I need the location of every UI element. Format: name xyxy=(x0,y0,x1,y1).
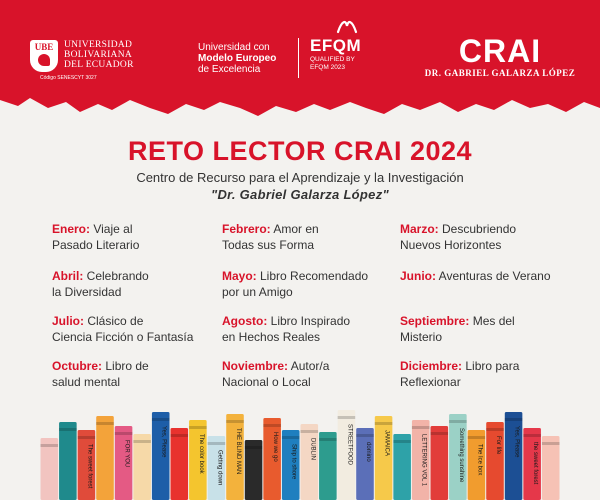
book-title: JAMAICA xyxy=(383,430,390,457)
month-name: Mayo: xyxy=(222,269,257,283)
page-subtitle-name: "Dr. Gabriel Galarza López" xyxy=(211,187,389,202)
month-name: Marzo: xyxy=(400,222,439,236)
month-name: Noviembre: xyxy=(222,359,289,373)
month-theme-2: por un Amigo xyxy=(222,285,293,299)
book-spine xyxy=(431,426,449,500)
book-title: STREETFOOD xyxy=(346,424,353,466)
book-title: The sweet forest xyxy=(86,444,93,489)
book-spine xyxy=(486,422,504,500)
month-theme-1: Libro de xyxy=(102,359,149,373)
book-spine xyxy=(133,434,151,500)
book-spine xyxy=(468,430,486,500)
month-name: Octubre: xyxy=(52,359,103,373)
month-theme-2: Todas sus Forma xyxy=(222,238,315,252)
book-title: the sweet forest xyxy=(532,442,539,485)
month-item-septiembre xyxy=(400,313,515,345)
month-theme-1: Descubriendo xyxy=(438,222,517,236)
page-subtitle: Centro de Recurso para el Aprendizaje y la Investigación xyxy=(136,170,464,185)
crai-logo xyxy=(420,34,580,78)
book-spine xyxy=(245,440,263,500)
month-name: Julio: xyxy=(52,314,84,328)
month-item-diciembre xyxy=(400,358,519,390)
bookshelf-illustration xyxy=(0,405,600,500)
book-spine xyxy=(356,428,374,500)
ube-name xyxy=(64,40,134,70)
book-title: How we go xyxy=(272,432,279,462)
book-spine xyxy=(226,414,244,500)
book-spine xyxy=(41,438,59,500)
book-title: THE BLIND MAN xyxy=(235,428,241,475)
book-title: The Ice box xyxy=(476,444,483,476)
model-line-3: de Excelencia xyxy=(198,64,261,75)
book-title: For life xyxy=(495,436,501,455)
month-name: Febrero: xyxy=(222,222,271,236)
crai-title: CRAI xyxy=(458,33,542,69)
book-spine xyxy=(523,428,541,500)
month-name: Diciembre: xyxy=(400,359,463,373)
crai-subtitle: DR. GABRIEL GALARZA LÓPEZ xyxy=(424,68,576,78)
book-title: Yes, Please xyxy=(513,426,520,458)
book-title: Something sunshine xyxy=(457,428,464,483)
book-spine xyxy=(282,430,300,500)
page-title: RETO LECTOR CRAI 2024 xyxy=(127,136,473,166)
torn-paper-edge xyxy=(0,86,600,126)
month-theme-2: Nuevos Horizontes xyxy=(400,238,502,252)
ube-abbr: UBE xyxy=(34,42,54,52)
month-theme-2: Misterio xyxy=(400,330,443,344)
book-spine xyxy=(505,412,523,500)
book-title: The color book xyxy=(197,434,204,474)
book-spine xyxy=(115,426,133,500)
ube-line-3: DEL ECUADOR xyxy=(64,60,134,70)
ube-code: Código SENESCYT 3027 xyxy=(40,75,97,81)
header-divider xyxy=(298,38,299,78)
month-theme-1: Amor en xyxy=(270,222,319,236)
month-name: Abril: xyxy=(52,269,84,283)
book-title: domino xyxy=(365,442,371,462)
month-theme-1: Libro para xyxy=(462,359,520,373)
month-theme-2: en Hechos Reales xyxy=(222,330,321,344)
book-spine xyxy=(542,436,560,500)
header-banner xyxy=(0,0,600,118)
ube-shield-icon xyxy=(30,40,58,72)
month-theme-1: Clásico de xyxy=(84,314,144,328)
book-spine xyxy=(189,420,207,500)
efqm-ribbon-icon xyxy=(336,18,358,34)
month-item-julio xyxy=(52,313,193,345)
month-item-marzo xyxy=(400,221,516,253)
book-spine xyxy=(338,410,356,500)
month-theme-1: Mes del xyxy=(469,314,515,328)
model-line-2: Modelo Europeo xyxy=(198,53,277,64)
book-spine xyxy=(393,434,411,500)
month-theme-2: salud mental xyxy=(52,375,121,389)
ube-line-2: BOLIVARIANA xyxy=(64,50,133,60)
book-title: Yes, Please xyxy=(160,426,167,458)
book-spine xyxy=(375,416,393,500)
model-line-1: Universidad con xyxy=(198,42,270,53)
month-theme-1: Libro Inspirado xyxy=(267,314,351,328)
month-name: Junio: xyxy=(400,269,436,283)
book-spine xyxy=(319,432,337,500)
book-spine xyxy=(412,420,430,500)
book-spine xyxy=(263,418,281,500)
month-theme-1: Libro Recomendado xyxy=(256,269,369,283)
month-theme-1: Viaje al xyxy=(90,222,133,236)
month-name: Septiembre: xyxy=(400,314,470,328)
ube-logo xyxy=(30,40,134,72)
month-item-agosto xyxy=(222,313,350,345)
month-name: Agosto: xyxy=(222,314,268,328)
book-title: Ship to shore xyxy=(290,444,297,480)
book-spine xyxy=(301,424,319,500)
efqm-qualified-1: QUALIFIED BY xyxy=(310,56,355,63)
excellence-model-text xyxy=(198,42,276,75)
month-item-mayo xyxy=(222,268,368,300)
book-title: LETTERING VOL 1 xyxy=(420,434,427,487)
book-spine xyxy=(59,422,77,500)
month-item-abril xyxy=(52,268,149,300)
efqm-qualified-2: EFQM 2023 xyxy=(310,63,346,71)
book-spine xyxy=(152,412,170,500)
book-spine xyxy=(171,428,189,500)
book-title: Getting down xyxy=(216,450,223,486)
book-spine xyxy=(208,436,226,500)
month-theme-1: Celebrando xyxy=(83,269,149,283)
month-theme-1: Autor/a xyxy=(288,359,330,373)
month-item-octubre xyxy=(52,358,149,390)
month-item-febrero xyxy=(222,221,319,253)
book-spine xyxy=(96,416,114,500)
month-theme-2: la Diversidad xyxy=(52,285,122,299)
month-theme-2: Nacional o Local xyxy=(222,375,311,389)
month-name: Enero: xyxy=(52,222,91,236)
efqm-wordmark: EFQM xyxy=(310,36,362,55)
month-item-enero xyxy=(52,221,139,253)
book-spine xyxy=(78,430,96,500)
month-item-junio xyxy=(400,268,551,284)
month-theme-1: Aventuras de Verano xyxy=(436,269,551,283)
month-theme-2: Pasado Literario xyxy=(52,238,140,252)
efqm-logo xyxy=(310,18,361,71)
book-spine xyxy=(449,414,467,500)
book-title: DUBLIN xyxy=(309,438,316,461)
book-title: FOR YOU xyxy=(123,440,130,468)
ube-line-1: UNIVERSIDAD xyxy=(64,40,133,50)
month-item-noviembre xyxy=(222,358,329,390)
month-theme-2: Reflexionar xyxy=(400,375,461,389)
month-theme-2: Ciencia Ficción o Fantasía xyxy=(52,330,194,344)
